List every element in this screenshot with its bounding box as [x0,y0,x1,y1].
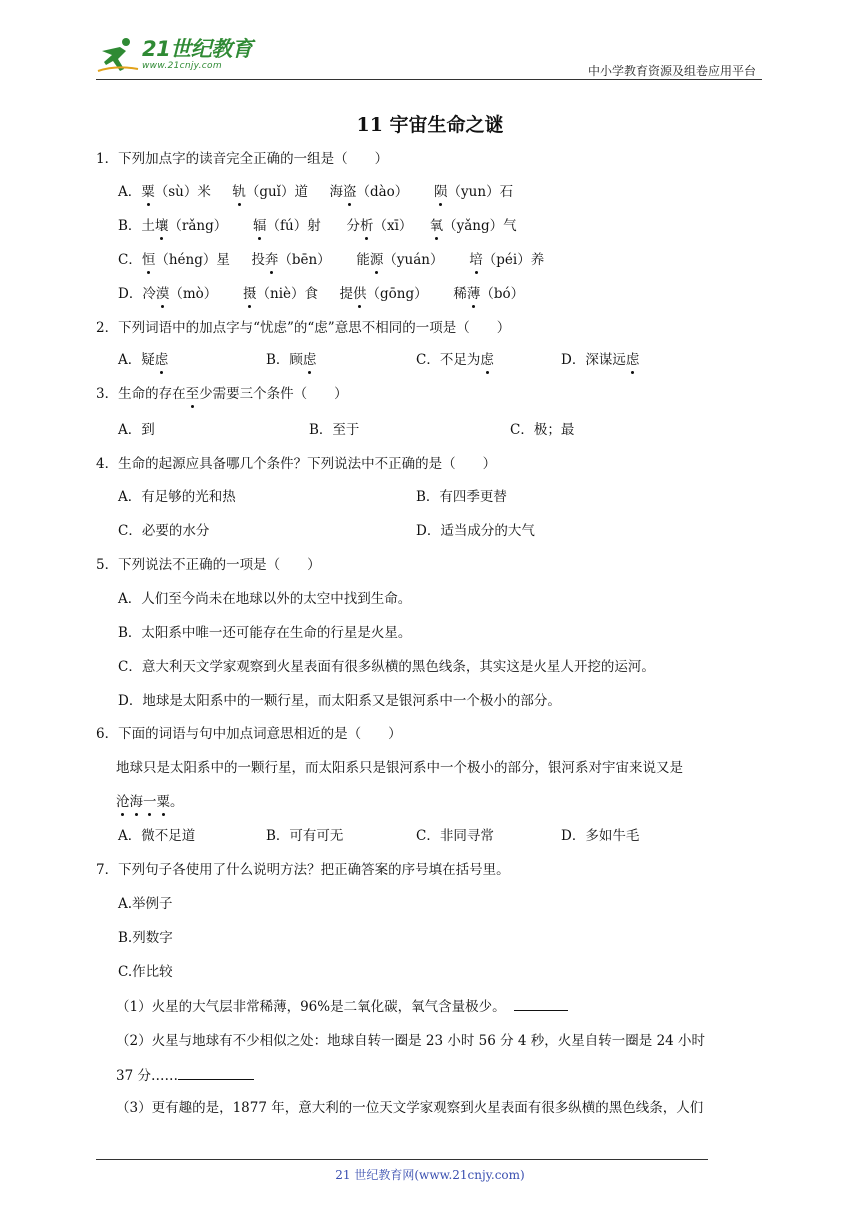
text: （niè）食 [256,286,319,302]
q6-option-a: A．微不足道 [118,828,196,844]
dotted-char: 摄 [243,286,257,302]
q3-option-b: B．至于 [309,422,360,438]
dotted-char: 析 [359,218,374,234]
dotted-char: 氧 [429,218,444,234]
text: （mò） [169,286,218,302]
q1-option-a [118,182,513,202]
text: 能 [356,252,370,268]
dotted-char: 奔 [264,252,279,268]
dotted-char: 粟 [141,184,155,200]
text: （1）火星的大气层非常稀薄，96%是二氧化碳，氧气含量极少。 [116,999,506,1015]
dotted-char: 虑 [480,352,494,368]
q7-choice-c: C.作比较 [118,964,173,980]
q4-option-c: C．必要的水分 [118,523,210,539]
text: （bó） [480,286,525,302]
q2-option-d [561,350,639,370]
page-title: 11 宇宙生命之谜 [356,114,504,136]
text: A． [118,184,142,200]
q7-sentence-2: （2）火星与地球有不少相似之处：地球自转一圈是 23 小时 56 分 4 秒，火星自转一圈是 24 小时 [116,1033,706,1049]
q2-option-a [118,350,168,370]
text: 分 [346,218,360,234]
text: B．顾 [266,352,303,368]
q3-option-c: C．极；最 [510,422,575,438]
dotted-char: 薄 [466,286,481,302]
text: 投 [251,252,265,268]
dotted-char: 至 [185,386,200,402]
text: 海 [329,184,343,200]
text: 稀 [453,286,467,302]
platform-name: 中小学教育资源及组卷应用平台 [587,64,756,78]
text: 少需要三个条件（ ） [199,386,348,402]
q1-option-c [118,250,544,270]
text: （sù）米 [154,184,211,200]
text: D．深谋远 [561,352,626,368]
q5-option-a: A．人们至今尚未在地球以外的太空中找到生命。 [118,591,412,607]
q4-stem: 4．生命的起源应具备哪几个条件？下列说法中不正确的是（ ） [96,456,497,472]
logo-name: 21世纪教育 [142,37,253,61]
q3-option-a: A．到 [118,422,155,438]
text: 提 [339,286,353,302]
q4-option-d: D．适当成分的大气 [416,523,535,539]
dotted-char: 培 [469,252,483,268]
dotted-char: 恒 [141,252,156,268]
q3-stem [96,384,348,404]
text: （yun）石 [447,184,514,200]
dotted-char: 漠 [155,286,170,302]
q1-option-b [118,216,517,236]
q5-option-d: D．地球是太阳系中的一颗行星，而太阳系又是银河系中一个极小的部分。 [118,693,561,709]
text: D．冷 [118,286,156,302]
text: （guǐ）道 [245,184,308,200]
text: （dào） [356,184,409,200]
q7-stem: 7．下列句子各使用了什么说明方法？把正确答案的序号填在括号里。 [96,862,510,878]
text: 。 [170,794,184,810]
answer-blank[interactable] [514,996,568,1011]
q7-choice-a: A.举例子 [118,896,173,912]
footer-divider [96,1159,708,1160]
dotted-char: 虑 [302,352,317,368]
header-divider [96,79,762,80]
q6-passage-line1: 地球只是太阳系中的一颗行星，而太阳系只是银河系中一个极小的部分，银河系对宇宙来说又是 [116,760,683,776]
dotted-char: 粟 [156,794,170,810]
dotted-char: 源 [369,252,384,268]
text: （rǎng） [168,218,228,234]
runner-logo-icon [96,35,140,75]
text: B．土 [118,218,155,234]
text: （gōng） [366,286,428,302]
dotted-char: 虑 [154,352,169,368]
text: （fú）射 [266,218,321,234]
dotted-char: 海 [129,794,143,810]
logo [96,34,252,76]
text: 37 分…… [116,1068,178,1084]
logo-url: www.21cnjy.com [142,61,222,71]
dotted-char: 辐 [253,218,267,234]
q4-option-a: A．有足够的光和热 [118,489,236,505]
q7-sentence-1 [116,996,568,1017]
q6-option-c: C．非同寻常 [416,828,494,844]
q7-choice-b: B.列数字 [118,930,173,946]
dotted-char: 虑 [625,352,640,368]
text: C．不足为 [416,352,481,368]
q5-stem: 5．下列说法不正确的一项是（ ） [96,557,321,573]
text: C． [118,252,142,268]
dotted-char: 陨 [434,184,448,200]
q2-stem: 2．下列词语中的加点字与“忧虑”的“虑”意思不相同的一项是（ ） [96,320,511,336]
footer-link[interactable]: 21 世纪教育网(www.21cnjy.com) [335,1168,525,1182]
q2-option-b [266,350,316,370]
q6-stem: 6．下面的词语与句中加点词意思相近的是（ ） [96,726,402,742]
text: （yuán） [383,252,444,268]
q6-passage-line2 [116,792,184,812]
q7-sentence-3: （3）更有趣的是，1877 年，意大利的一位天文学家观察到火星表面有很多纵横的黑色线条，人们 [116,1100,704,1116]
text: 3．生命的存在 [96,386,186,402]
answer-blank[interactable] [178,1065,254,1080]
q6-option-b: B．可有可无 [266,828,344,844]
q1-option-d [118,284,524,304]
text: （héng）星 [155,252,230,268]
q5-option-b: B．太阳系中唯一还可能存在生命的行星是火星。 [118,625,412,641]
dotted-char: 轨 [232,184,246,200]
q4-option-b: B．有四季更替 [416,489,507,505]
dotted-char: 壤 [154,218,169,234]
dotted-char: 沧 [116,794,130,810]
text: （péi）养 [482,252,545,268]
text: （xī） [373,218,413,234]
dotted-char: 盗 [342,184,357,200]
q1-stem: 1．下列加点字的读音完全正确的一组是（ ） [96,151,389,167]
text: A．疑 [118,352,155,368]
text: （yǎng）气 [443,218,517,234]
dotted-char: 供 [353,286,367,302]
q2-option-c [416,350,494,370]
dotted-char: 一 [143,794,157,810]
page-header [96,34,762,80]
q6-option-d: D．多如牛毛 [561,828,640,844]
q5-option-c: C．意大利天文学家观察到火星表面有很多纵横的黑色线条，其实这是火星人开挖的运河。 [118,659,655,675]
text: （bēn） [278,252,331,268]
q7-sentence-2-cont [116,1065,254,1086]
